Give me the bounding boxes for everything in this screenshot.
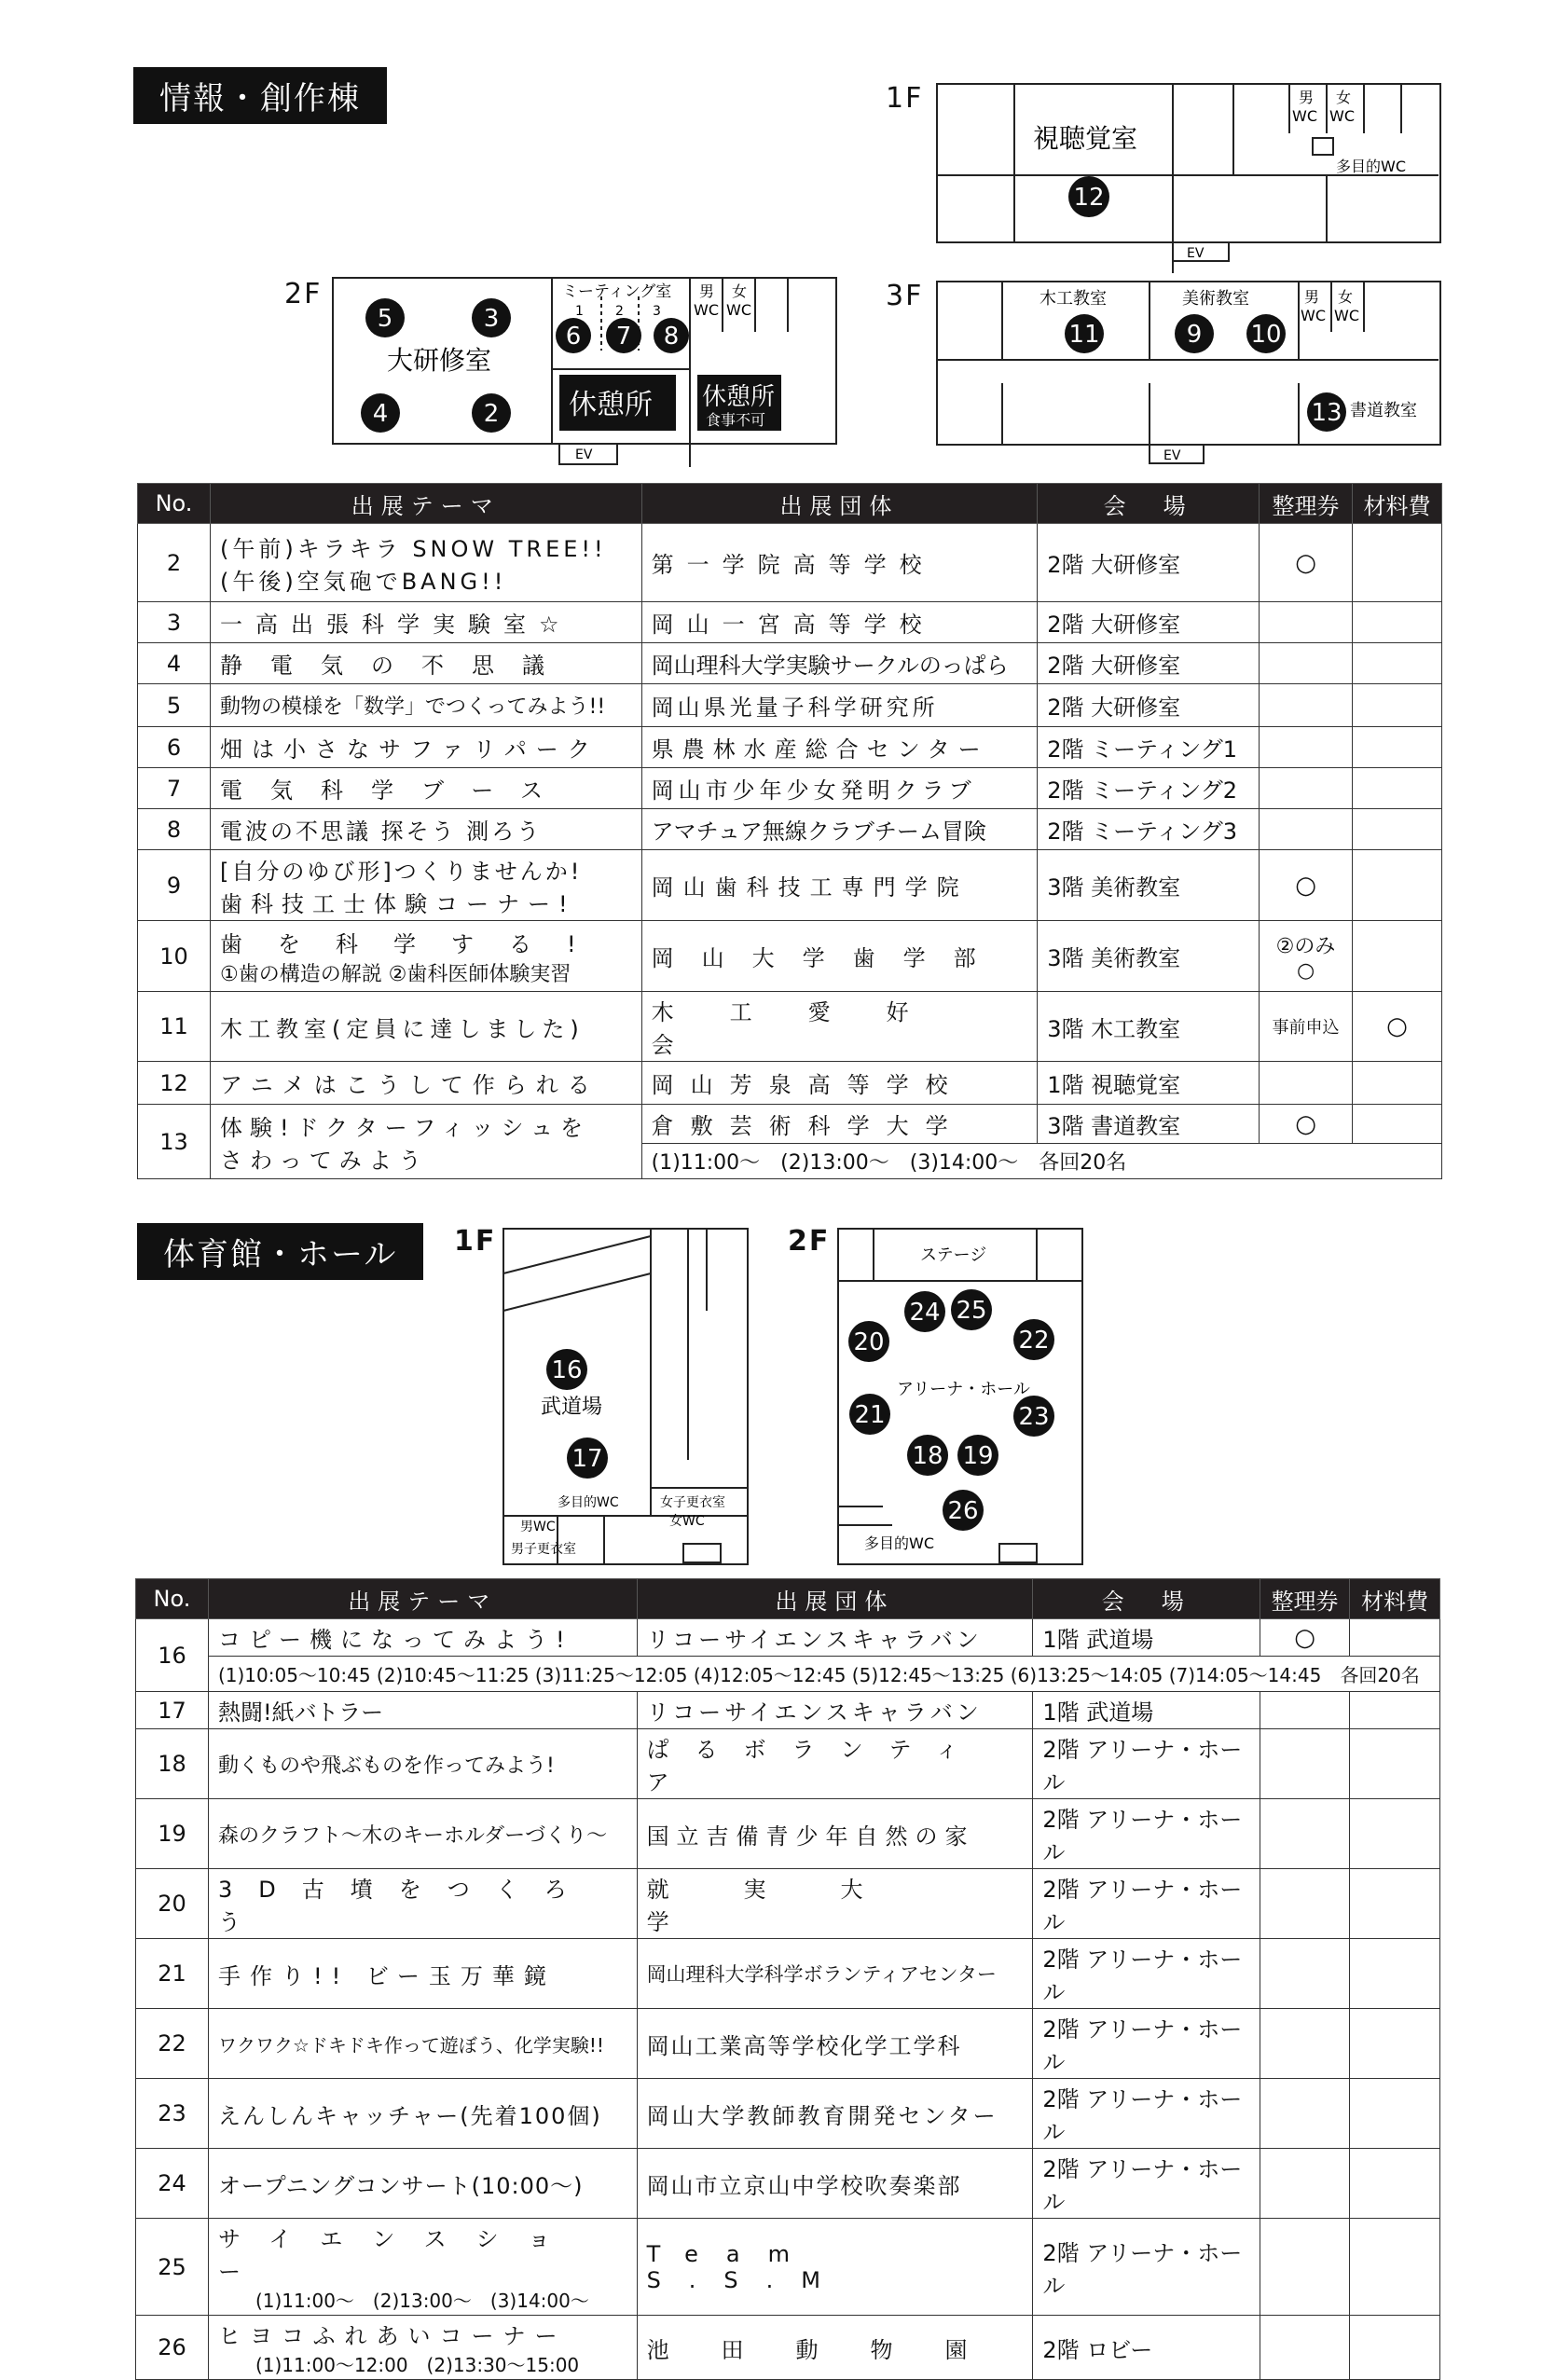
table-row [138, 643, 1442, 684]
changing-f: 女子更衣室 [660, 1495, 725, 1510]
booth-20-label: 20 [853, 1328, 885, 1356]
room-calligraphy: 書道教室 [1350, 401, 1417, 420]
room-woodwork: 木工教室 [1039, 289, 1107, 309]
booth-10-label: 10 [1250, 321, 1282, 349]
exhibit-table-1 [137, 483, 1442, 1179]
table-row [136, 1729, 1440, 1799]
table-row [138, 524, 1442, 602]
row-venue: 2階 大研修室 [1038, 643, 1260, 684]
wc-multi-gym2f: 多目的WC [864, 1534, 934, 1552]
table-row [136, 2316, 1440, 2380]
row-fee [1353, 643, 1442, 684]
row-venue: 3階 木工教室 [1038, 992, 1260, 1062]
exhibit-table-2 [135, 1578, 1440, 2380]
row-venue: 2階 アリーナ・ホール [1033, 1799, 1260, 1869]
row-no: 26 [136, 2316, 209, 2380]
floor-map-1f-svg [935, 82, 1443, 278]
booth-22-label: 22 [1018, 1327, 1050, 1355]
booth-23-label: 23 [1018, 1403, 1050, 1431]
row-org: 岡山一宮高等学校 [641, 602, 1038, 643]
row-theme: 森のクラフト～木のキーホルダーづくり～ [208, 1799, 637, 1869]
row-fee [1350, 2219, 1440, 2316]
row-no: 23 [136, 2079, 209, 2149]
row-ticket: ②のみ ○ [1260, 921, 1353, 992]
row-fee [1353, 921, 1442, 992]
row-no: 16 [136, 1619, 209, 1692]
row-no: 7 [138, 768, 211, 809]
booth-21-label: 21 [854, 1401, 886, 1429]
row-fee [1353, 684, 1442, 727]
row-no: 6 [138, 727, 211, 768]
row-no: 13 [138, 1105, 211, 1179]
wc-m-1f-wc: WC [1292, 107, 1317, 125]
row-venue: 2階 アリーナ・ホール [1033, 2149, 1260, 2219]
row-fee [1353, 727, 1442, 768]
col-theme: 出展テーマ [208, 1579, 637, 1619]
row-ticket [1260, 2219, 1350, 2316]
row-ticket: ○ [1260, 524, 1353, 602]
row-org: 国立吉備青少年自然の家 [637, 1799, 1033, 1869]
row-theme: アニメはこうして作られる [210, 1062, 641, 1105]
table-row [136, 2219, 1440, 2316]
row-org: 岡山歯科技工専門学院 [641, 850, 1038, 921]
floor-map-2f-svg [331, 276, 844, 472]
row-org: 岡山芳泉高等学校 [641, 1062, 1038, 1105]
row-ticket [1260, 643, 1353, 684]
wc-f-1f: 女 [1336, 89, 1352, 106]
booth-19-label: 19 [962, 1442, 994, 1470]
booth-26-label: 26 [947, 1497, 979, 1525]
col-fee: 材料費 [1353, 484, 1442, 524]
row-fee [1350, 2079, 1440, 2149]
row-theme: 電波の不思議 探そう 測ろう [210, 809, 641, 850]
row-theme [208, 2316, 637, 2380]
row-org: Team S.S.M [637, 2219, 1033, 2316]
theme-line: さわってみよう [219, 1147, 429, 1174]
row-no: 12 [138, 1062, 211, 1105]
row-no: 25 [136, 2219, 209, 2316]
row-theme: オープニングコンサート(10:00～) [208, 2149, 637, 2219]
row-fee [1353, 602, 1442, 643]
row-no: 10 [138, 921, 211, 992]
booth-3-label: 3 [483, 305, 500, 333]
table-row-schedule [136, 1657, 1440, 1692]
theme-line: 歯科技工士体験コーナー! [219, 890, 576, 917]
row-no: 9 [138, 850, 211, 921]
row-fee [1350, 1729, 1440, 1799]
row-ticket [1260, 2009, 1350, 2079]
theme-line: (午前)キラキラ SNOW TREE!! [219, 535, 607, 562]
arena-hall-label: アリーナ・ホール [897, 1380, 1030, 1399]
booth-11-label: 11 [1068, 321, 1100, 349]
row-venue: 3階 美術教室 [1038, 921, 1260, 992]
rest-area-2: 休憩所 [702, 383, 776, 411]
changing-m: 男子更衣室 [511, 1542, 576, 1557]
floor-label-1f: 1F [886, 82, 924, 115]
rest-area-2-note: 食事不可 [706, 411, 766, 429]
row-org: 岡山工業高等学校化学工学科 [637, 2009, 1033, 2079]
row-ticket [1260, 1062, 1353, 1105]
row-venue: 3階 美術教室 [1038, 850, 1260, 921]
row-venue: 2階 大研修室 [1038, 524, 1260, 602]
row-org: リコーサイエンスキャラバン [637, 1692, 1033, 1729]
theme-line: (1)11:00～12:00 (2)13:30～15:00 [255, 2354, 580, 2376]
table-row [138, 1105, 1442, 1144]
table-row [138, 850, 1442, 921]
table-row [136, 2149, 1440, 2219]
booth-6-label: 6 [565, 323, 582, 351]
row-theme [208, 2219, 637, 2316]
table-row [138, 1062, 1442, 1105]
row-venue: 2階 ミーティング3 [1038, 809, 1260, 850]
theme-line: [自分のゆび形]つくりませんか! [219, 858, 583, 885]
table-row [138, 684, 1442, 727]
row-theme [210, 921, 641, 992]
row-ticket [1260, 2079, 1350, 2149]
wc-f-1f-wc: WC [1329, 107, 1355, 125]
row-org: 倉敷芸術科学大学 [641, 1105, 1038, 1144]
table-row [138, 727, 1442, 768]
row-theme [210, 524, 641, 602]
booth-2-label: 2 [483, 400, 500, 428]
row-no: 11 [138, 992, 211, 1062]
row-venue: 1階 武道場 [1033, 1619, 1260, 1657]
row-no: 21 [136, 1939, 209, 2009]
row-venue: 2階 大研修室 [1038, 602, 1260, 643]
room-meeting: ミーティング室 [562, 282, 672, 301]
row-ticket [1260, 727, 1353, 768]
theme-line: サイエンスショー [217, 2226, 581, 2285]
row-org: 岡山大学教師教育開発センター [637, 2079, 1033, 2149]
row-theme [210, 1105, 641, 1179]
booth-25-label: 25 [956, 1297, 987, 1325]
room-art: 美術教室 [1182, 289, 1249, 309]
row-fee [1350, 2009, 1440, 2079]
floor-label-2f: 2F [284, 278, 323, 310]
row-venue: 2階 アリーナ・ホール [1033, 1869, 1260, 1939]
row-theme: 木工教室(定員に達しました) [210, 992, 641, 1062]
row-fee [1353, 1105, 1442, 1144]
floor-label-gym-2f: 2F [788, 1225, 831, 1258]
row-fee [1350, 1869, 1440, 1939]
wc-f-gym1f: 女WC [669, 1514, 705, 1529]
gym-map-2f [836, 1227, 1088, 1572]
col-no: No. [138, 484, 211, 524]
row-ticket [1260, 1939, 1350, 2009]
row-ticket [1260, 2149, 1350, 2219]
row-no: 22 [136, 2009, 209, 2079]
row-ticket [1260, 809, 1353, 850]
row-venue: 2階 アリーナ・ホール [1033, 1729, 1260, 1799]
room-large: 大研修室 [387, 345, 492, 376]
row-org: 岡山理科大学実験サークルのっぱら [641, 643, 1038, 684]
row-org: 池田動物園 [637, 2316, 1033, 2380]
row-org: 県農林水産総合センター [641, 727, 1038, 768]
floor-map-3f-svg [935, 276, 1443, 472]
row-no: 5 [138, 684, 211, 727]
row-venue: 1階 視聴覚室 [1038, 1062, 1260, 1105]
row-no: 2 [138, 524, 211, 602]
row-venue: 2階 ロビー [1033, 2316, 1260, 2380]
floor-label-gym-1f: 1F [454, 1225, 497, 1258]
row-no: 24 [136, 2149, 209, 2219]
col-venue: 会 場 [1033, 1579, 1260, 1619]
row-ticket [1260, 1729, 1350, 1799]
row-org: 木工愛好会 [641, 992, 1038, 1062]
row-org: 岡山県光量子科学研究所 [641, 684, 1038, 727]
room-budojo: 武道場 [541, 1396, 603, 1419]
section-title-info-building: 情報・創作棟 [133, 67, 387, 124]
booth-4-label: 4 [372, 400, 389, 428]
row-theme: 動くものや飛ぶものを作ってみよう! [208, 1729, 637, 1799]
booth-12-label: 12 [1073, 184, 1105, 212]
svg-text:WC: WC [726, 301, 751, 319]
row-venue: 2階 ミーティング1 [1038, 727, 1260, 768]
row-org: 岡山理科大学科学ボランティアセンター [637, 1939, 1033, 2009]
table-row [136, 1692, 1440, 1729]
table-row [138, 809, 1442, 850]
row-fee [1350, 1619, 1440, 1657]
row-venue: 1階 武道場 [1033, 1692, 1260, 1729]
booth-7-label: 7 [615, 323, 632, 351]
row-theme: ワクワク☆ドキドキ作って遊ぼう、化学実験!! [208, 2009, 637, 2079]
booth-8-label: 8 [663, 323, 680, 351]
row-org: 岡山大学歯学部 [641, 921, 1038, 992]
row-fee [1350, 1799, 1440, 1869]
ev-3f: EV [1163, 448, 1181, 463]
booth-5-label: 5 [377, 305, 393, 333]
theme-line: (1)11:00～ (2)13:00～ (3)14:00～ [255, 2290, 589, 2312]
booth-16-label: 16 [551, 1356, 583, 1384]
row-org: ぱるボランティア [637, 1729, 1033, 1799]
row-venue: 2階 アリーナ・ホール [1033, 2009, 1260, 2079]
meeting-1: 1 [575, 304, 584, 319]
table-row [138, 768, 1442, 809]
row-fee [1353, 524, 1442, 602]
svg-text:WC: WC [1301, 307, 1326, 324]
row-theme: 手作り!! ビー玉万華鏡 [208, 1939, 637, 2009]
table-row [136, 2009, 1440, 2079]
row-org: アマチュア無線クラブチーム冒険 [641, 809, 1038, 850]
col-org: 出展団体 [641, 484, 1038, 524]
gym-map-2f-svg [836, 1227, 1088, 1572]
row-no: 8 [138, 809, 211, 850]
svg-text:WC: WC [694, 301, 719, 319]
col-fee: 材料費 [1350, 1579, 1440, 1619]
row-theme [210, 850, 641, 921]
theme-line: ヒヨコふれあいコーナー [217, 2323, 567, 2349]
room-av: 視聴覚室 [1033, 123, 1138, 154]
row-ticket: ○ [1260, 1105, 1353, 1144]
col-no: No. [136, 1579, 209, 1619]
row-no: 18 [136, 1729, 209, 1799]
row-schedule: (1)10:05～10:45 (2)10:45～11:25 (3)11:25～12:05 (4)12:05～12:45 (5)12:45～13:25 (6)13:25～14:05 (7)14:05～14:45 各回20名 [208, 1657, 1439, 1692]
col-org: 出展団体 [637, 1579, 1033, 1619]
table-row [138, 602, 1442, 643]
row-theme: 動物の模様を「数学」でつくってみよう!! [210, 684, 641, 727]
row-fee: ○ [1353, 992, 1442, 1062]
row-venue: 2階 アリーナ・ホール [1033, 1939, 1260, 2009]
wc-multi-gym1f: 多目的WC [558, 1495, 619, 1510]
row-theme: コピー機になってみよう! [208, 1619, 637, 1657]
row-ticket: ○ [1260, 850, 1353, 921]
row-fee [1353, 1062, 1442, 1105]
row-theme: 電気科学ブース [210, 768, 641, 809]
row-ticket [1260, 602, 1353, 643]
table-row [138, 921, 1442, 992]
col-ticket: 整理券 [1260, 1579, 1350, 1619]
ev-1f: EV [1187, 246, 1205, 261]
svg-text:女: 女 [1338, 288, 1354, 306]
table-row [138, 992, 1442, 1062]
row-fee [1350, 2316, 1440, 2380]
row-ticket [1260, 1692, 1350, 1729]
row-fee [1350, 1692, 1440, 1729]
table-row [136, 1939, 1440, 2009]
booth-24-label: 24 [909, 1299, 941, 1327]
gym-map-1f-svg [502, 1227, 753, 1572]
wc-multi-1f: 多目的WC [1336, 158, 1406, 175]
row-no: 19 [136, 1799, 209, 1869]
row-no: 3 [138, 602, 211, 643]
row-ticket [1260, 684, 1353, 727]
theme-line: 歯を科学する! [219, 930, 612, 957]
floor-map-3f [935, 276, 1443, 472]
row-venue: 2階 アリーナ・ホール [1033, 2219, 1260, 2316]
theme-line: (午後)空気砲でBANG!! [219, 568, 507, 595]
row-theme: 一高出張科学実験室☆ [210, 602, 641, 643]
row-ticket [1260, 1869, 1350, 1939]
row-theme: えんしんキャッチャー(先着100個) [208, 2079, 637, 2149]
floor-map-1f [935, 82, 1443, 278]
row-org: 第一学院高等学校 [641, 524, 1038, 602]
row-theme: 静電気の不思議 [210, 643, 641, 684]
row-venue: 2階 ミーティング2 [1038, 768, 1260, 809]
col-ticket: 整理券 [1260, 484, 1353, 524]
floor-map-2f [331, 276, 844, 472]
row-venue: 3階 書道教室 [1038, 1105, 1260, 1144]
row-theme: 3D古墳をつくろう [208, 1869, 637, 1939]
row-theme: 畑は小さなサファリパーク [210, 727, 641, 768]
row-no: 20 [136, 1869, 209, 1939]
section-title-gym-hall: 体育館・ホール [137, 1223, 423, 1280]
booth-18-label: 18 [912, 1442, 943, 1470]
row-org: 就実大学 [637, 1869, 1033, 1939]
row-fee [1350, 1939, 1440, 2009]
row-fee [1353, 809, 1442, 850]
row-no: 4 [138, 643, 211, 684]
table-row [136, 1799, 1440, 1869]
booth-17-label: 17 [571, 1445, 603, 1473]
table-row [136, 1619, 1440, 1657]
rest-area-1: 休憩所 [569, 389, 653, 421]
row-fee [1350, 2149, 1440, 2219]
booth-13-label: 13 [1311, 399, 1342, 427]
row-fee [1353, 850, 1442, 921]
table-row [136, 2079, 1440, 2149]
ev-2f: EV [575, 447, 593, 462]
row-ticket [1260, 2316, 1350, 2380]
row-ticket [1260, 1799, 1350, 1869]
row-org: リコーサイエンスキャラバン [637, 1619, 1033, 1657]
theme-line: ①歯の構造の解説 ②歯科医師体験実習 [219, 962, 571, 986]
wc-m-gym1f: 男WC [520, 1520, 556, 1534]
row-schedule: (1)11:00～ (2)13:00～ (3)14:00～ 各回20名 [641, 1144, 1441, 1179]
svg-text:女: 女 [732, 282, 748, 300]
svg-text:男: 男 [1304, 288, 1320, 306]
col-theme: 出展テーマ [210, 484, 641, 524]
theme-line: 体験!ドクターフィッシュを [219, 1114, 591, 1141]
row-ticket: 事前申込 [1260, 992, 1353, 1062]
row-no: 17 [136, 1692, 209, 1729]
stage-label: ステージ [920, 1245, 987, 1265]
row-venue: 2階 アリーナ・ホール [1033, 2079, 1260, 2149]
meeting-3: 3 [653, 304, 661, 319]
booth-9-label: 9 [1186, 321, 1203, 349]
col-venue: 会 場 [1038, 484, 1260, 524]
gym-map-1f [502, 1227, 753, 1572]
row-ticket: ○ [1260, 1619, 1350, 1657]
row-theme: 熱闘!紙バトラー [208, 1692, 637, 1729]
row-org: 岡山市少年少女発明クラブ [641, 768, 1038, 809]
floor-label-3f: 3F [886, 280, 924, 312]
row-fee [1353, 768, 1442, 809]
svg-text:WC: WC [1334, 307, 1359, 324]
svg-text:男: 男 [699, 282, 715, 300]
meeting-2: 2 [615, 304, 624, 319]
row-org: 岡山市立京山中学校吹奏楽部 [637, 2149, 1033, 2219]
row-ticket [1260, 768, 1353, 809]
row-venue: 2階 大研修室 [1038, 684, 1260, 727]
wc-m-1f: 男 [1299, 89, 1315, 106]
table-row [136, 1869, 1440, 1939]
